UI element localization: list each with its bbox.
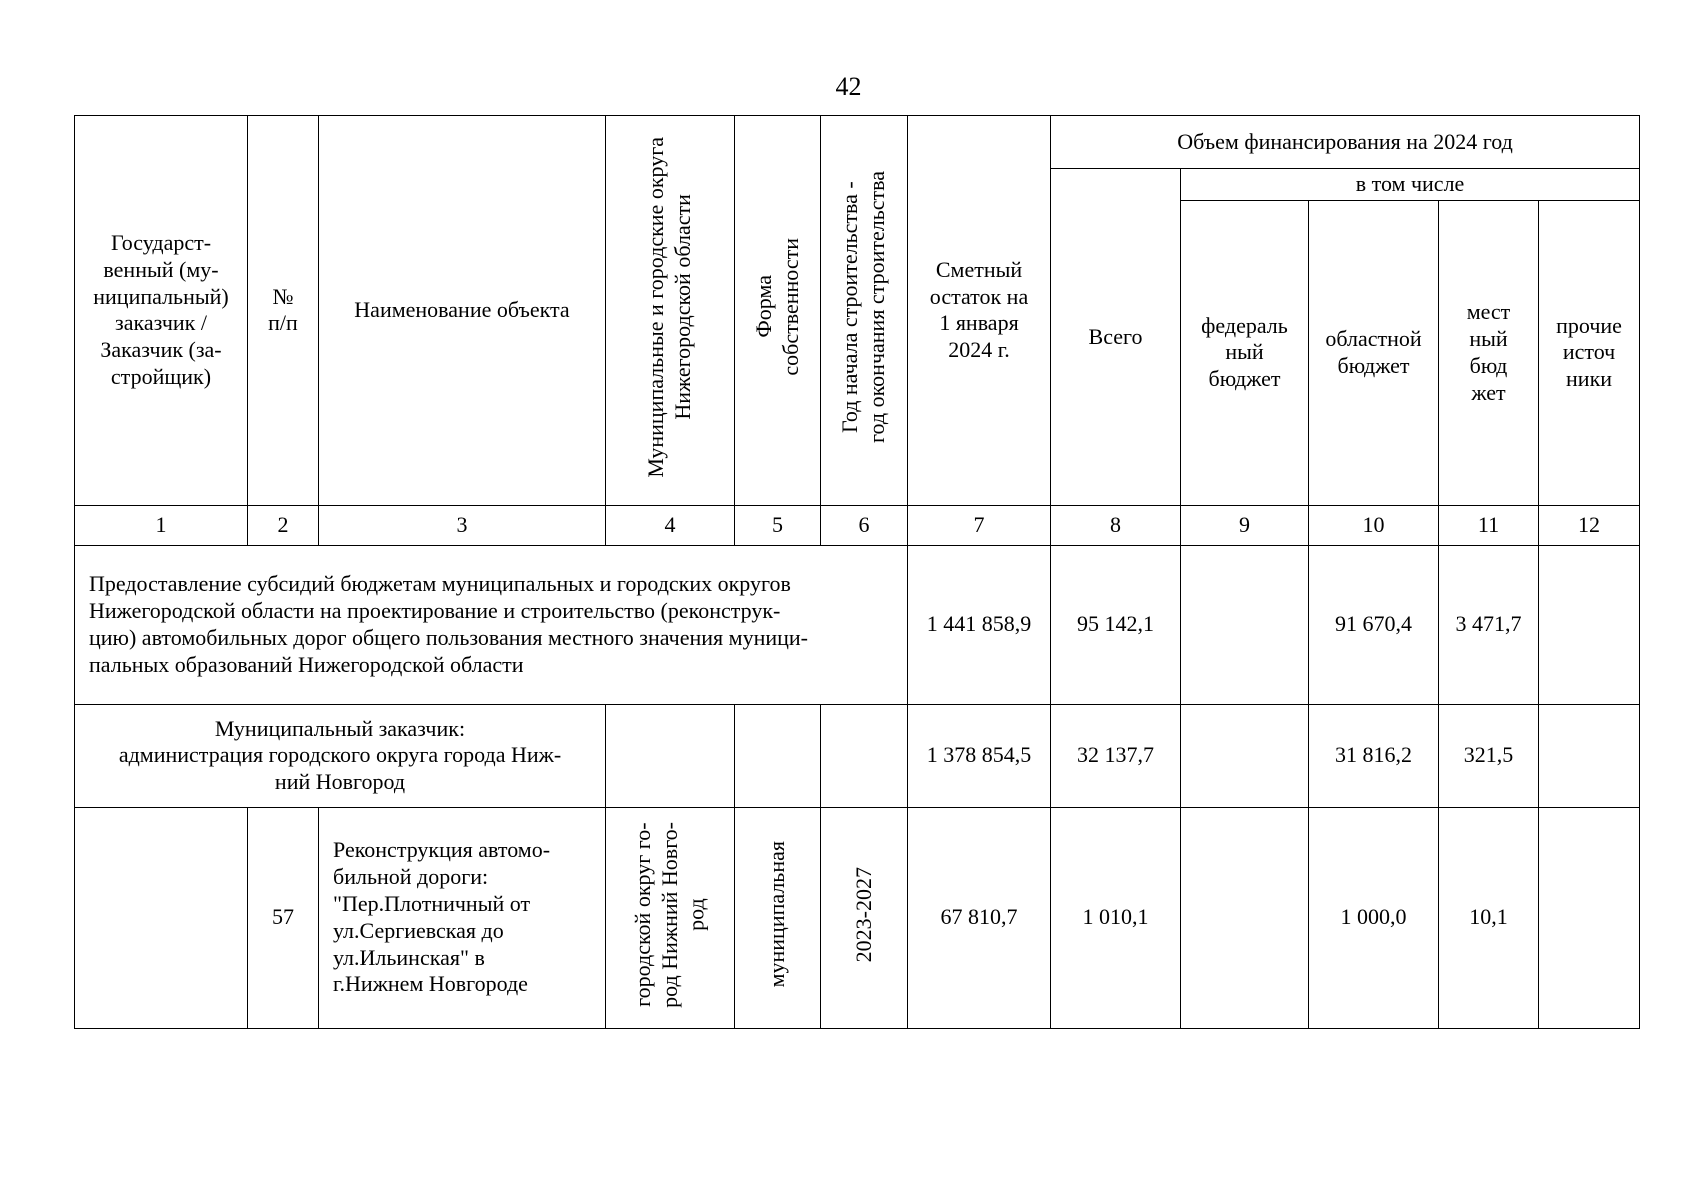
empty-cell <box>606 704 735 807</box>
customer-estimate: 1 378 854,5 <box>908 704 1051 807</box>
table-row <box>75 807 1640 1028</box>
header-total: Всего <box>1051 169 1181 506</box>
customer-other <box>1539 704 1640 807</box>
customer-regional: 31 816,2 <box>1309 704 1439 807</box>
customer-federal <box>1181 704 1309 807</box>
col-num: 9 <box>1181 505 1309 545</box>
empty-cell <box>735 704 821 807</box>
col-num: 12 <box>1539 505 1640 545</box>
col-num: 2 <box>248 505 319 545</box>
row-ownership: муниципальная <box>735 807 821 1028</box>
row-years: 2023-2027 <box>821 807 908 1028</box>
row-other <box>1539 807 1640 1028</box>
customer-local: 321,5 <box>1439 704 1539 807</box>
customer-title: Муниципальный заказчик: администрация городского округа города Ниж- ний Новгород <box>75 704 606 807</box>
row-customer <box>75 807 248 1028</box>
section-other <box>1539 545 1640 704</box>
col-num: 1 <box>75 505 248 545</box>
col-num: 8 <box>1051 505 1181 545</box>
header-object-name: Наименование объекта <box>319 116 606 506</box>
page-number: 42 <box>835 72 862 101</box>
col-num: 3 <box>319 505 606 545</box>
header-other: прочие источ ники <box>1539 200 1640 505</box>
empty-cell <box>821 704 908 807</box>
row-local: 10,1 <box>1439 807 1539 1028</box>
col-num: 4 <box>606 505 735 545</box>
section-regional: 91 670,4 <box>1309 545 1439 704</box>
row-federal <box>1181 807 1309 1028</box>
header-ownership: Форма собственности <box>735 116 821 506</box>
row-object-name: Реконструкция автомо- бильной дороги: "Пер.Плотничный от ул.Сергиевская до ул.Ильинская" в г.Нижнем Новгороде <box>319 807 606 1028</box>
column-numbers-row <box>75 505 1640 545</box>
section-total: 95 142,1 <box>1051 545 1181 704</box>
row-estimate: 67 810,7 <box>908 807 1051 1028</box>
header-including: в том числе <box>1181 169 1640 201</box>
section-federal <box>1181 545 1309 704</box>
header-estimate-balance: Сметный остаток на 1 января 2024 г. <box>908 116 1051 506</box>
header-funding-group: Объем финансирования на 2024 год <box>1051 116 1640 169</box>
row-total: 1 010,1 <box>1051 807 1181 1028</box>
customer-row <box>75 704 1640 807</box>
section-row <box>75 545 1640 704</box>
header-customer: Государст- венный (му- ниципальный) заказчик / Заказчик (за- стройщик) <box>75 116 248 506</box>
header-municipalities: Муниципальные и городские округа Нижегородской области <box>606 116 735 506</box>
header-federal: федераль ный бюджет <box>1181 200 1309 505</box>
header-regional: областной бюджет <box>1309 200 1439 505</box>
customer-total: 32 137,7 <box>1051 704 1181 807</box>
section-local: 3 471,7 <box>1439 545 1539 704</box>
col-num: 5 <box>735 505 821 545</box>
col-num: 7 <box>908 505 1051 545</box>
row-number: 57 <box>248 807 319 1028</box>
financing-table <box>74 115 1640 1029</box>
section-estimate: 1 441 858,9 <box>908 545 1051 704</box>
col-num: 10 <box>1309 505 1439 545</box>
row-regional: 1 000,0 <box>1309 807 1439 1028</box>
col-num: 6 <box>821 505 908 545</box>
header-local: мест ный бюд жет <box>1439 200 1539 505</box>
header-number: № п/п <box>248 116 319 506</box>
row-municipality: городской округ го- род Нижний Новго- род <box>606 807 735 1028</box>
col-num: 11 <box>1439 505 1539 545</box>
section-title: Предоставление субсидий бюджетам муниципальных и городских округов Нижегородской области на проектирование и строительство (реконструк- цию) автомобильных дорог общего пользования местного значения муници- пальных образований Нижегородской области <box>75 545 908 704</box>
header-years: Год начала строительства - год окончания строительства <box>821 116 908 506</box>
